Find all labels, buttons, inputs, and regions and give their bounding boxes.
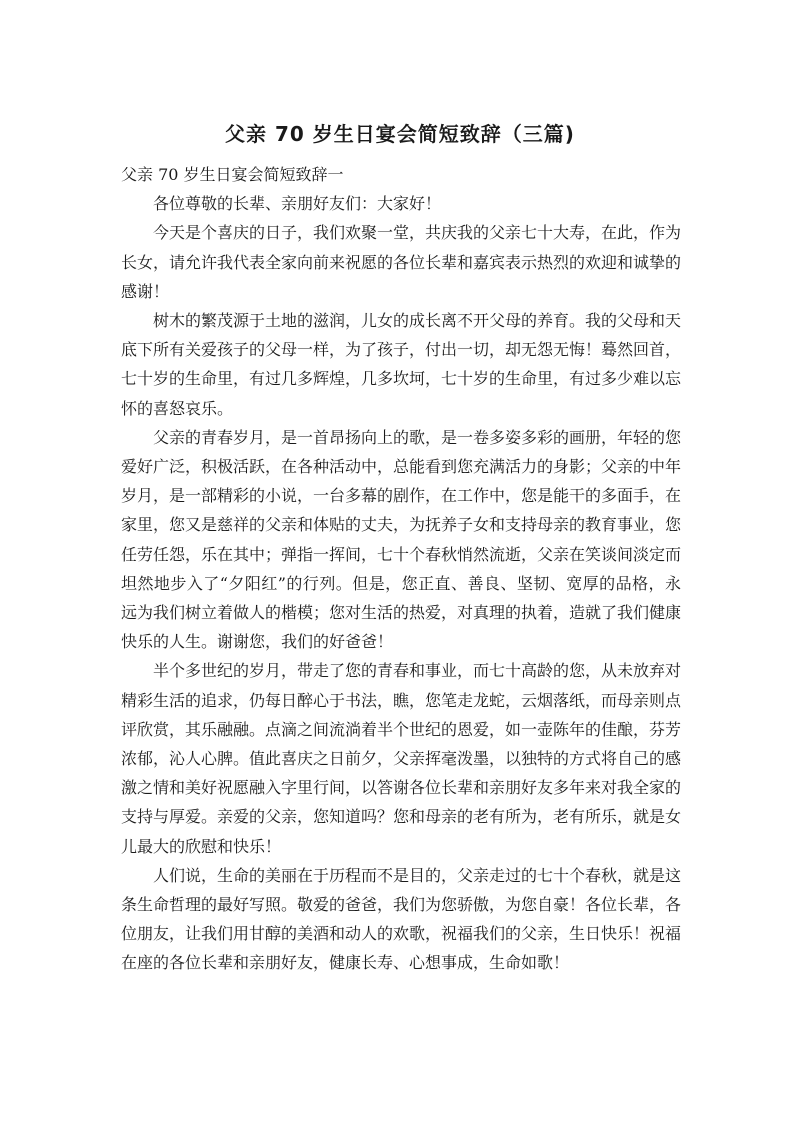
document-body: [121, 160, 681, 978]
paragraph-welcome: 今天是个喜庆的日子，我们欢聚一堂，共庆我的父亲七十大寿，在此，作为长女，请允许我代表全家向前来祝愿的各位长辈和嘉宾表示热烈的欢迎和诚挚的感谢！: [121, 223, 682, 301]
paragraph-blessing: 人们说，生命的美丽在于历程而不是目的，父亲走过的七十个春秋，就是这条生命哲理的最好写照。敬爱的爸爸，我们为您骄傲，为您自豪！各位长辈，各位朋友，让我们用甘醇的美酒和动人的欢歌，祝福我们的父亲，生日快乐！祝福在座的各位长辈和亲朋好友，健康长寿、心想事成，生命如歌！: [121, 865, 682, 973]
paragraph-youth: 父亲的青春岁月，是一首昂扬向上的歌，是一卷多姿多彩的画册，年轻的您爱好广泛，积极活跃，在各种活动中，总能看到您充满活力的身影；父亲的中年岁月，是一部精彩的小说，一台多幕的剧作，在工作中，您是能干的多面手，在家里，您又是慈祥的父亲和体贴的丈夫，为抚养子女和支持母亲的教育事业，您任劳任怨，乐在其中；弹指一挥间，七十个春秋悄然流逝，父亲在笑谈间淡定而坦然地步入了“夕阳红”的行列。但是，您正直、善良、坚韧、宽厚的品格，永远为我们树立着做人的楷模；您对生活的热爱，对真理的执着，造就了我们健康快乐的人生。谢谢您，我们的好爸爸！: [121, 427, 682, 652]
section-subtitle: 父亲 70 岁生日宴会简短致辞一: [121, 165, 344, 184]
paragraph-greeting: 各位尊敬的长辈、亲朋好友们：大家好！: [153, 194, 442, 214]
paragraph-parents: 树木的繁茂源于土地的滋润，儿女的成长离不开父母的养育。我的父母和天底下所有关爱孩子的父母一样，为了孩子，付出一切，却无怨无悔！蓦然回首，七十岁的生命里，有过几多辉煌，几多坎坷，七十岁的生命里，有过多少难以忘怀的喜怒哀乐。: [121, 311, 682, 418]
paragraph-calligraphy: 半个多世纪的岁月，带走了您的青春和事业，而七十高龄的您，从未放弃对精彩生活的追求，仍每日醉心于书法，瞧，您笔走龙蛇，云烟落纸，而母亲则点评欣赏，其乐融融。点滴之间流淌着半个世纪的恩爱，如一壶陈年的佳酿，芬芳浓郁，沁人心脾。值此喜庆之日前夕，父亲挥毫泼墨，以独特的方式将自己的感激之情和美好祝愿融入字里行间，以答谢各位长辈和亲朋好友多年来对我全家的支持与厚爱。亲爱的父亲，您知道吗？您和母亲的老有所为，老有所乐，就是女儿最大的欣慰和快乐！: [121, 661, 682, 856]
document-title: 父亲 70 岁生日宴会简短致辞（三篇): [225, 122, 575, 146]
